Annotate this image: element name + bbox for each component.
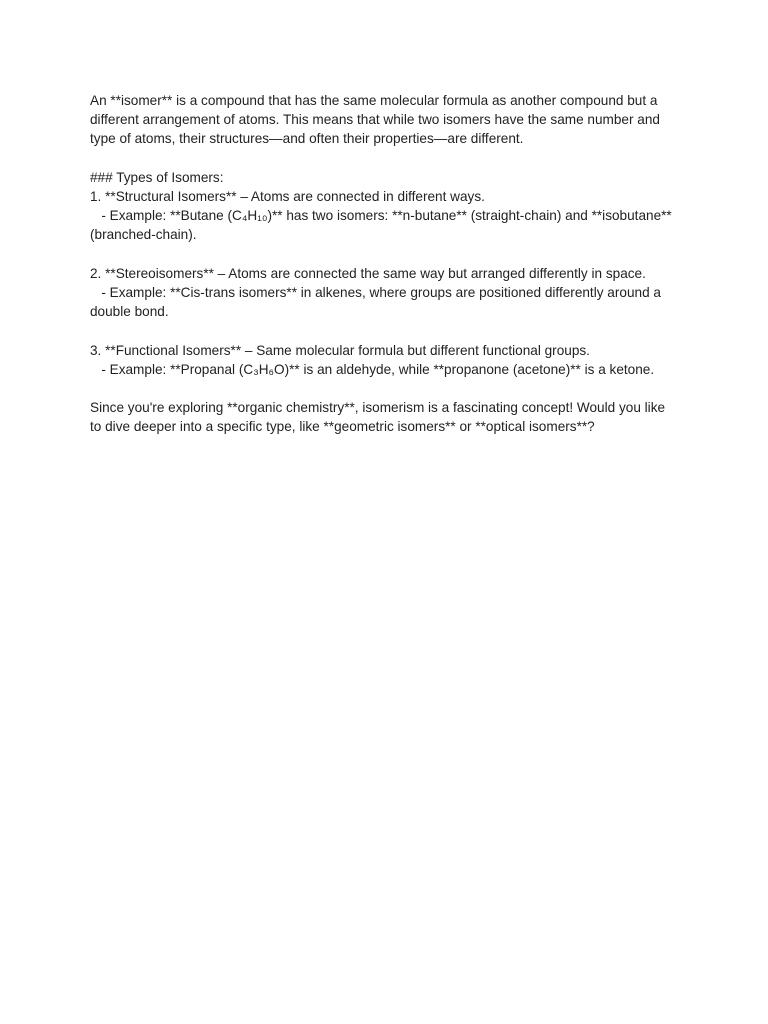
text-line: to dive deeper into a specific type, like **geometric isomers** or **optical isomers**?	[90, 419, 595, 435]
text-line: different arrangement of atoms. This means that while two isomers have the same number and	[90, 112, 660, 128]
text-line: Since you're exploring **organic chemistry**, isomerism is a fascinating concept! Would you like	[90, 400, 666, 416]
text-line: - Example: **Propanal (C₃H₆O)** is an aldehyde, while **propanone (acetone)** is a ketone.	[90, 361, 655, 377]
section-heading: ### Types of Isomers:	[90, 169, 224, 185]
document-body	[90, 91, 690, 456]
text-line: double bond.	[90, 304, 169, 320]
types-section	[90, 168, 690, 245]
text-line: An **isomer** is a compound that has the same molecular formula as another compound but a	[90, 93, 658, 108]
list-item: 2. **Stereoisomers** – Atoms are connected the same way but arranged differently in space.	[90, 265, 646, 281]
closing-paragraph	[90, 398, 690, 436]
text-line: - Example: **Butane (C₄H₁₀)** has two isomers: **n-butane** (straight-chain) and **isobutane**	[90, 208, 672, 224]
functional-isomers-paragraph	[90, 341, 690, 379]
list-item: 3. **Functional Isomers** – Same molecular formula but different functional groups.	[90, 342, 590, 358]
stereoisomers-paragraph	[90, 264, 690, 322]
text-line: - Example: **Cis-trans isomers** in alkenes, where groups are positioned differently around a	[90, 285, 661, 300]
intro-paragraph	[90, 91, 690, 149]
text-line: (branched-chain).	[90, 227, 197, 243]
list-item: 1. **Structural Isomers** – Atoms are connected in different ways.	[90, 189, 485, 204]
text-line: type of atoms, their structures—and often their properties—are different.	[90, 131, 524, 147]
